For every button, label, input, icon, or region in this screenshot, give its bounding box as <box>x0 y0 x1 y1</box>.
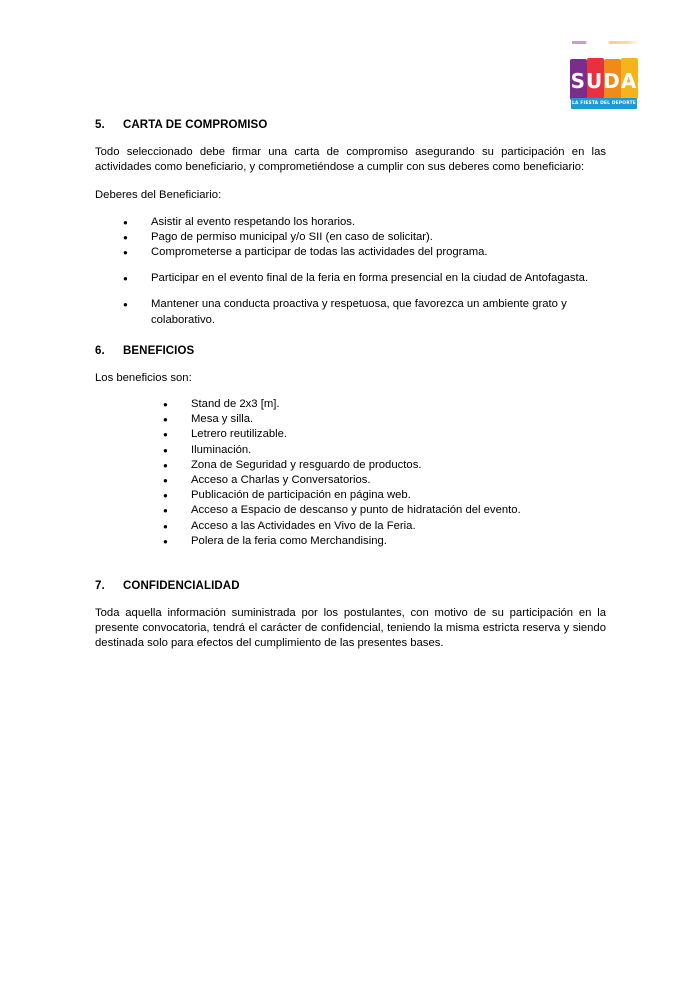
page-header <box>0 0 700 118</box>
confidentiality-paragraph: Toda aquella información suministrada por los postulantes, con motivo de su participación en la presente convocatoria, tendrá el carácter de confidencial, teniendo la misma estricta reserva y siendo destinada solo para efectos del cumplimiento de las presentes bases. <box>95 607 606 650</box>
image-artifact <box>572 41 640 44</box>
list-item: ● Participar en el evento final de la feria en forma presencial en la ciudad de Antofagasta. <box>123 271 606 286</box>
list-item: ● Mesa y silla. <box>163 412 606 427</box>
list-item: ● Stand de 2x3 [m]. <box>163 397 606 412</box>
list-item: ● Iluminación. <box>163 443 606 458</box>
duties-list <box>123 215 606 328</box>
list-item: ● Letrero reutilizable. <box>163 427 606 442</box>
list-item: ● Acceso a Espacio de descanso y punto de hidratación del evento. <box>163 503 606 518</box>
list-item: ● Asistir al evento respetando los horarios. <box>123 215 606 230</box>
section-heading-confidencialidad <box>95 579 606 594</box>
section-title: BENEFICIOS <box>123 344 195 357</box>
section-heading-carta-de-compromiso <box>95 118 606 133</box>
duties-lead-in: Deberes del Beneficiario: <box>95 189 222 202</box>
section-number: 6. <box>95 344 105 357</box>
logo-wordmark: SUDA <box>570 69 638 93</box>
list-item: ● Mantener una conducta proactiva y respetuosa, que favorezca un ambiente grato y colaborativo. <box>123 297 606 327</box>
section-number: 7. <box>95 580 105 593</box>
document-body <box>95 118 606 665</box>
benefits-lead-in: Los beneficios son: <box>95 371 192 384</box>
list-item: ● Acceso a las Actividades en Vivo de la Feria. <box>163 519 606 534</box>
list-item: ● Publicación de participación en página web. <box>163 488 606 503</box>
section-number: 5. <box>95 119 105 131</box>
section-title: CARTA DE COMPROMISO <box>123 119 268 131</box>
list-item: ● Zona de Seguridad y resguardo de productos. <box>163 458 606 473</box>
list-item: ● Acceso a Charlas y Conversatorios. <box>163 473 606 488</box>
logo-tagline: LA FIESTA DEL DEPORTE <box>571 98 637 109</box>
benefits-list <box>163 397 606 549</box>
list-item: ● Polera de la feria como Merchandising. <box>163 534 606 549</box>
suda-logo <box>570 58 638 111</box>
section-title: CONFIDENCIALIDAD <box>123 580 240 593</box>
list-item: ● Pago de permiso municipal y/o SII (en caso de solicitar). <box>123 230 606 245</box>
section-heading-beneficios <box>95 344 606 359</box>
section-intro-paragraph: Todo seleccionado debe firmar una carta de compromiso asegurando su participación en las actividades como beneficiario, y comprometiéndose a cumplir con sus deberes como beneficiario: <box>95 146 606 174</box>
spacer <box>95 559 606 579</box>
list-item: ● Comprometerse a participar de todas las actividades del programa. <box>123 245 606 260</box>
